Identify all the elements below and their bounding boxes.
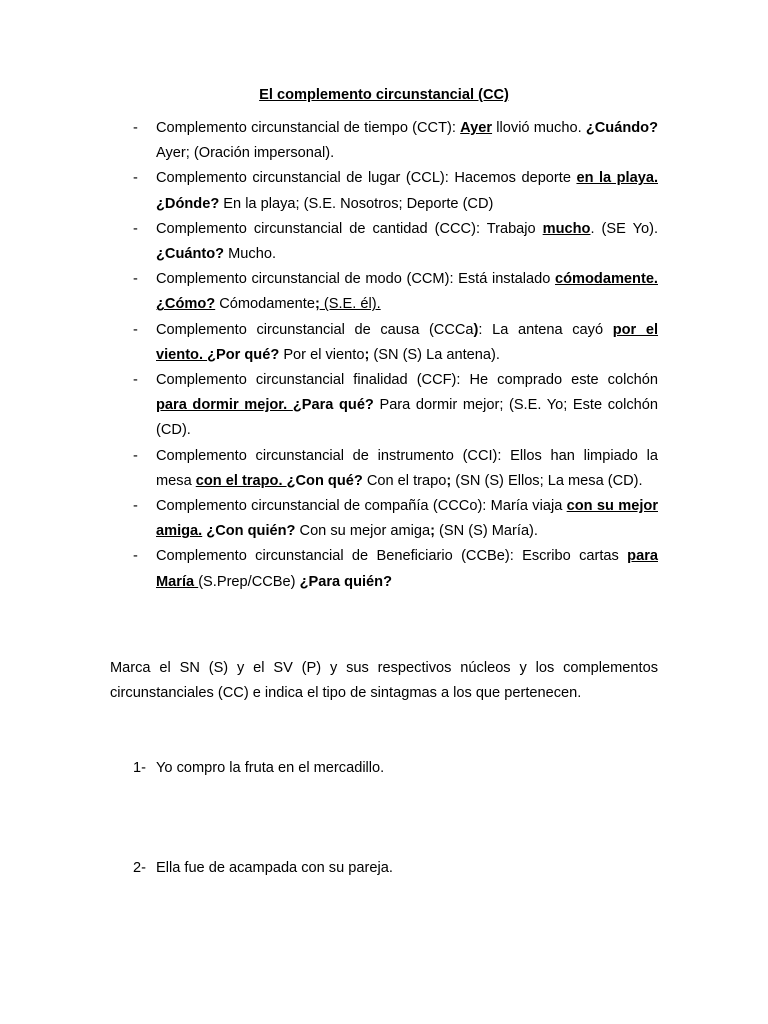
cc-list	[110, 116, 658, 595]
item-answer: Por el viento	[279, 346, 365, 363]
item-text: llovió mucho.	[492, 120, 586, 136]
item-text: Complemento circunstancial de modo (CCM): Está instalado	[156, 271, 555, 288]
item-example: por el viento.	[156, 321, 659, 363]
item-example: Ayer	[460, 120, 493, 136]
bullet-dash: -	[133, 271, 138, 288]
list-item-cct	[110, 116, 658, 166]
list-item-ccl	[110, 166, 658, 216]
item-question: ¿Cuánto?	[156, 246, 225, 263]
item-question: ¿Por qué?	[207, 346, 280, 363]
item-example: para dormir mejor.	[156, 397, 293, 414]
item-text: Complemento circunstancial de cantidad (CCC): Trabajo	[156, 220, 543, 237]
item-example: con su mejor amiga.	[156, 498, 658, 540]
item-text: Complemento circunstancial de compañía (CCCo): María viaja	[156, 498, 567, 515]
item-text: Complemento circunstancial de tiempo (CCT):	[156, 120, 461, 136]
item-question: ¿Con quién?	[202, 523, 296, 540]
exercise-text: Yo compro la fruta en el mercadillo.	[156, 760, 385, 776]
item-question: ¿Cómo?	[156, 296, 216, 313]
item-answer: Para dormir mejor; (S.E. Yo; Este colchón (CD).	[156, 397, 658, 439]
item-example: para María	[156, 548, 658, 590]
exercise-number: 2-	[133, 860, 146, 876]
item-example: cómodamente.	[555, 271, 658, 288]
bullet-dash: -	[133, 372, 138, 389]
item-question: ¿Cuándo?	[585, 120, 658, 136]
list-item-cci	[110, 444, 658, 494]
item-separator: )	[473, 321, 479, 338]
list-item-ccco	[110, 494, 658, 544]
item-answer: Cómodamente	[215, 296, 315, 313]
item-separator: ;	[364, 346, 370, 363]
item-text: Complemento circunstancial finalidad (CCF): He comprado este colchón	[156, 372, 658, 389]
exercise-text: Ella fue de acampada con su pareja.	[156, 860, 393, 876]
item-separator: ;	[430, 523, 435, 540]
list-item-ccca	[110, 318, 658, 368]
item-question: ¿Para qué?	[292, 397, 374, 414]
item-subject: (S.E. él).	[319, 296, 381, 313]
item-answer: Con su mejor amiga	[295, 523, 431, 540]
bullet-dash: -	[133, 170, 138, 187]
item-text: . (SE Yo).	[590, 220, 658, 237]
item-question: ¿Con qué?	[286, 472, 363, 489]
item-text: Complemento circunstancial de Beneficiario (CCBe): Escribo cartas	[156, 548, 628, 565]
item-separator: ;	[314, 296, 320, 313]
item-example: mucho	[542, 220, 591, 237]
list-item-ccf	[110, 368, 658, 444]
item-subject: (SN (S) Ellos; La mesa (CD).	[451, 472, 643, 489]
item-subject: (SN (S) María).	[435, 523, 538, 540]
instructions-paragraph: Marca el SN (S) y el SV (P) y sus respectivos núcleos y los complementos circunstanciales (CC) e indica el tipo de sintagmas a los que pertenecen.	[110, 660, 658, 702]
list-item-ccc	[110, 217, 658, 267]
item-question: ¿Dónde?	[156, 195, 220, 212]
item-answer: En la playa; (S.E. Nosotros; Deporte (CD)	[219, 195, 494, 212]
bullet-dash: -	[133, 321, 138, 338]
bullet-dash: -	[133, 498, 138, 515]
item-question: ¿Para quién?	[299, 573, 393, 590]
exercise-number: 1-	[133, 760, 146, 776]
list-item-ccm	[110, 267, 658, 317]
item-text: Complemento circunstancial de lugar (CCL): Hacemos deporte	[156, 170, 577, 187]
item-answer: Con el trapo	[362, 472, 447, 489]
item-example: con el trapo.	[195, 472, 287, 489]
bullet-dash: -	[133, 220, 138, 237]
exercise-item	[133, 757, 384, 779]
bullet-dash: -	[133, 120, 138, 136]
exercise-item	[133, 857, 393, 879]
item-text: Complemento circunstancial de causa (CCCa	[156, 321, 474, 338]
bullet-dash: -	[133, 548, 138, 565]
item-answer: Mucho.	[224, 246, 277, 263]
item-text: (S.Prep/CCBe)	[198, 573, 300, 590]
item-answer: Ayer; (Oración impersonal).	[156, 145, 335, 162]
item-subject: (SN (S) La antena).	[369, 346, 500, 363]
item-text: Complemento circunstancial de instrumento (CCI): Ellos han limpiado la mesa	[156, 447, 658, 489]
page-title: El complemento circunstancial (CC)	[259, 87, 509, 103]
bullet-dash: -	[133, 447, 138, 464]
item-example: en la playa.	[576, 170, 658, 187]
item-separator: ;	[446, 472, 452, 489]
item-text: : La antena cayó	[478, 321, 613, 338]
list-item-ccbe	[110, 544, 658, 594]
